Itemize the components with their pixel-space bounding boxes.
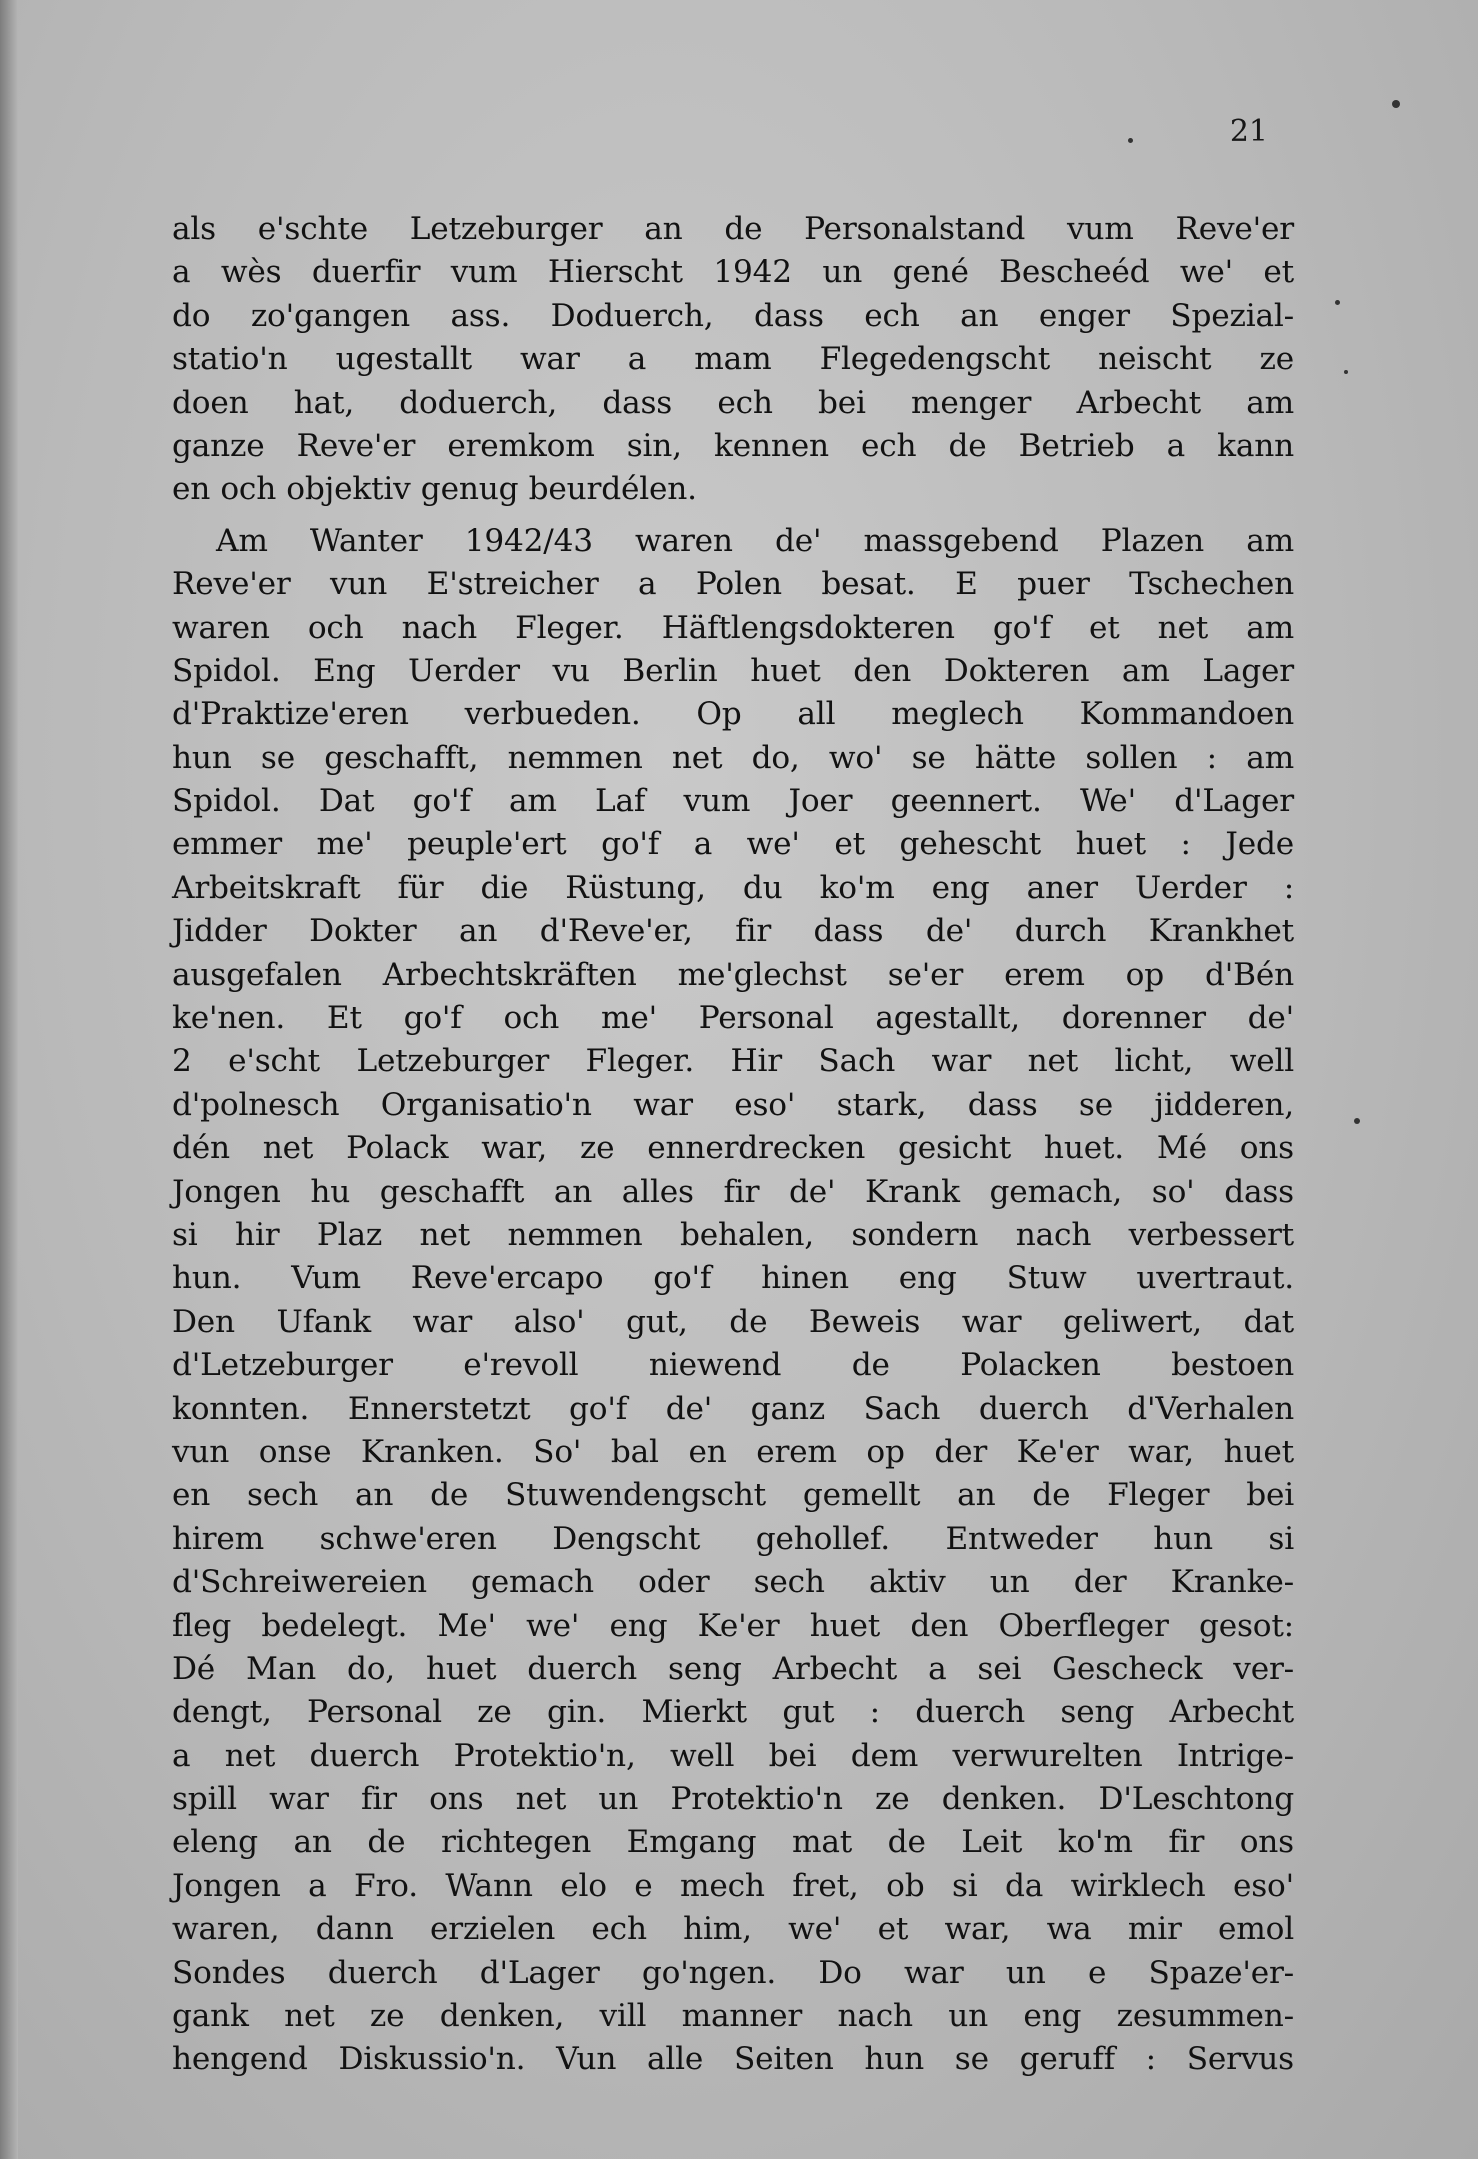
- text-line: Reve'er vun E'streicher a Polen besat. E puer Tschechen: [172, 566, 1294, 603]
- text-line: emmer me' peuple'ert go'f a we' et gehescht huet : Jede: [172, 826, 1294, 863]
- text-line: fleg bedelegt. Me' we' eng Ke'er huet den Oberfleger gesot:: [172, 1607, 1294, 1644]
- body-text: [172, 208, 1294, 2082]
- text-line: hun se geschafft, nemmen net do, wo' se hätte sollen : am: [172, 739, 1294, 776]
- text-line: konnten. Ennerstetzt go'f de' ganz Sach duerch d'Verhalen: [172, 1390, 1294, 1427]
- text-line: als e'schte Letzeburger an de Personalstand vum Reve'er: [172, 211, 1294, 247]
- text-line: ausgefalen Arbechtskräften me'glechst se'er erem op d'Bén: [172, 956, 1294, 993]
- text-line: dengt, Personal ze gin. Mierkt gut : duerch seng Arbecht: [172, 1694, 1294, 1731]
- print-speck: [1344, 370, 1348, 374]
- text-line: d'Praktize'eren verbueden. Op all meglech Kommandoen: [172, 696, 1294, 733]
- paragraph-2: [172, 520, 1294, 2082]
- text-line: Spidol. Dat go'f am Laf vum Joer geennert. We' d'Lager: [172, 783, 1294, 820]
- text-line: d'Letzeburger e'revoll niewend de Polacken bestoen: [172, 1347, 1294, 1384]
- text-line: doen hat, doduerch, dass ech bei menger Arbecht am: [172, 384, 1294, 421]
- text-line: vun onse Kranken. So' bal en erem op der Ke'er war, huet: [172, 1433, 1294, 1470]
- text-line: Jidder Dokter an d'Reve'er, fir dass de' durch Krankhet: [172, 913, 1294, 950]
- text-line: en sech an de Stuwendengscht gemellt an de Fleger bei: [172, 1477, 1294, 1514]
- text-line: waren och nach Fleger. Häftlengsdokteren go'f et net am: [172, 609, 1294, 646]
- text-line: ke'nen. Et go'f och me' Personal agestallt, dorenner de': [172, 1000, 1294, 1037]
- text-line: hun. Vum Reve'ercapo go'f hinen eng Stuw uvertraut.: [172, 1260, 1294, 1297]
- text-line: a net duerch Protektio'n, well bei dem verwurelten Intrige-: [172, 1737, 1294, 1774]
- text-line: Den Ufank war also' gut, de Beweis war geliwert, dat: [172, 1303, 1294, 1340]
- text-line: Dé Man do, huet duerch seng Arbecht a sei Gescheck ver-: [172, 1650, 1294, 1687]
- print-speck: [1392, 100, 1400, 108]
- page-number: 21: [1229, 114, 1268, 149]
- print-speck: [1335, 300, 1340, 305]
- text-line: si hir Plaz net nemmen behalen, sondern nach verbessert: [172, 1216, 1294, 1253]
- text-line: gank net ze denken, vill manner nach un eng zesummen-: [172, 1998, 1294, 2035]
- text-line: a wès duerfir vum Hierscht 1942 un gené Bescheéd we' et: [172, 254, 1294, 291]
- print-speck: [1128, 138, 1133, 143]
- text-line: dén net Polack war, ze ennerdrecken gesicht huet. Mé ons: [172, 1130, 1294, 1167]
- text-line: Sondes duerch d'Lager go'ngen. Do war un e Spaze'er-: [172, 1954, 1294, 1991]
- paragraph-1: [172, 208, 1294, 512]
- print-speck: [1354, 1118, 1360, 1124]
- text-line: d'Schreiwereien gemach oder sech aktiv un der Kranke-: [172, 1564, 1294, 1601]
- text-line: Spidol. Eng Uerder vu Berlin huet den Dokteren am Lager: [172, 652, 1294, 689]
- text-line: hirem schwe'eren Dengscht gehollef. Entweder hun si: [172, 1520, 1294, 1557]
- text-line: waren, dann erzielen ech him, we' et war, wa mir emol: [172, 1911, 1294, 1948]
- text-line: Am Wanter 1942/43 waren de' massgebend Plazen am: [216, 522, 1294, 559]
- text-line: do zo'gangen ass. Doduerch, dass ech an enger Spezial-: [172, 297, 1294, 334]
- text-line: 2 e'scht Letzeburger Fleger. Hir Sach war net licht, well: [172, 1043, 1294, 1080]
- text-line: Arbeitskraft für die Rüstung, du ko'm eng aner Uerder :: [172, 869, 1294, 906]
- text-line: eleng an de richtegen Emgang mat de Leit ko'm fir ons: [172, 1824, 1294, 1861]
- text-line: en och objektiv genug beurdélen.: [172, 471, 697, 508]
- text-line: ganze Reve'er eremkom sin, kennen ech de Betrieb a kann: [172, 427, 1294, 464]
- text-line: Jongen hu geschafft an alles fir de' Krank gemach, so' dass: [172, 1173, 1294, 1210]
- page-binding-shadow: [0, 0, 18, 2159]
- text-line: hengend Diskussio'n. Vun alle Seiten hun se geruff : Servus: [172, 2041, 1294, 2078]
- text-line: d'polnesch Organisatio'n war eso' stark, dass se jidderen,: [172, 1086, 1294, 1123]
- text-line: Jongen a Fro. Wann elo e mech fret, ob si da wirklech eso': [172, 1867, 1294, 1904]
- text-line: spill war fir ons net un Protektio'n ze denken. D'Leschtong: [172, 1781, 1294, 1818]
- text-line: statio'n ugestallt war a mam Flegedengscht neischt ze: [172, 341, 1294, 378]
